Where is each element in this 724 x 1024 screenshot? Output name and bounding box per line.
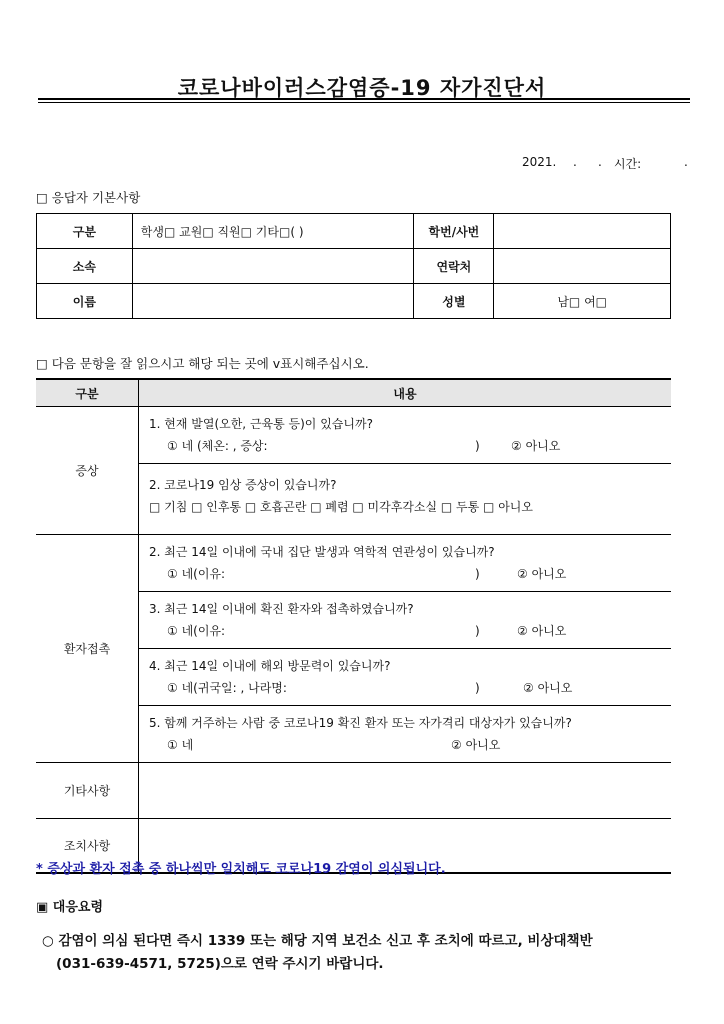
date-month-dot: . [573,155,577,169]
question-household-contact [139,706,672,763]
no-option[interactable]: ② 아니오 [517,624,567,638]
question-text: 2. 최근 14일 이내에 국내 집단 발생과 역학적 연관성이 있습니까? [149,545,495,559]
survey-table [36,378,671,874]
close-paren: ) [475,624,480,638]
gender-label: 성별 [414,284,494,319]
gender-options[interactable]: 남□ 여□ [494,284,671,319]
response-instruction-line1: ○ 감염이 의심 된다면 즉시 1339 또는 해당 지역 보건소 신고 후 조치에 따르고, 비상대책반 [42,933,593,949]
name-label: 이름 [37,284,133,319]
contact-field[interactable] [494,249,671,284]
table-row [37,249,671,284]
close-paren: ) [475,567,480,581]
question-text: 1. 현재 발열(오한, 근육통 등)이 있습니까? [149,417,373,431]
header-content: 내용 [139,379,672,407]
survey-section-label: □ 다음 문항을 잘 읽으시고 해당 되는 곳에 v표시해주십시오. [36,356,369,371]
close-paren: ) [475,681,480,695]
time-end-dot: . [684,155,688,169]
respondent-info-table [36,213,671,319]
name-field[interactable] [132,284,414,319]
student-id-label: 학번/사번 [414,214,494,249]
header-category: 구분 [36,379,139,407]
document-title: 코로나바이러스감염증-19 자가진단서 [177,76,547,100]
title-underline [38,98,690,100]
no-option[interactable]: ② 아니오 [511,439,561,453]
yes-option[interactable]: ① 네 (체온: , 증상: [167,439,268,453]
question-cluster-link [139,535,672,592]
contact-label: 연락처 [414,249,494,284]
affiliation-field[interactable] [132,249,414,284]
other-notes-category: 기타사항 [36,763,139,819]
table-row [36,407,671,464]
date-day-dot: . [598,155,602,169]
title-underline-thin [38,102,690,103]
response-heading: ▣ 대응요령 [36,900,104,915]
table-row [37,214,671,249]
no-option[interactable]: ② 아니오 [451,738,501,752]
answer-line [149,734,661,756]
question-overseas-travel [139,649,672,706]
student-id-field[interactable] [494,214,671,249]
answer-line [149,435,661,457]
action-taken-category: 조치사항 [36,819,139,874]
question-text: 2. 코로나19 임상 증상이 있습니까? [149,478,337,492]
answer-line [149,677,661,699]
no-option[interactable]: ② 아니오 [517,567,567,581]
no-option[interactable]: ② 아니오 [523,681,573,695]
suspicion-notice: * 증상과 환자 접촉 중 하나씩만 일치해도 코로나19 감염이 의심됩니다. [36,862,446,877]
question-fever [139,407,672,464]
date-year: 2021. [522,155,557,169]
question-clinical-symptoms [139,464,672,535]
yes-option[interactable]: ① 네 [167,738,194,752]
table-header-row [36,379,671,407]
question-confirmed-contact [139,592,672,649]
other-notes-field[interactable] [139,763,672,819]
symptom-checkboxes[interactable]: □ 기침 □ 인후통 □ 호흡곤란 □ 폐렴 □ 미각후각소실 □ 두통 □ 아니오 [149,500,533,514]
response-instruction-line2: (031-639-4571, 5725)으로 연락 주시기 바랍니다. [56,956,384,972]
answer-line [149,563,661,585]
question-text: 4. 최근 14일 이내에 해외 방문력이 있습니까? [149,659,391,673]
basic-section-label: □ 응답자 기본사항 [36,190,141,205]
table-row [37,284,671,319]
question-text: 3. 최근 14일 이내에 확진 환자와 접촉하였습니까? [149,602,414,616]
yes-option[interactable]: ① 네(귀국일: , 나라명: [167,681,287,695]
close-paren: ) [475,439,480,453]
symptom-category: 증상 [36,407,139,535]
category-options[interactable]: 학생□ 교원□ 직원□ 기타□( ) [132,214,414,249]
question-text: 5. 함께 거주하는 사람 중 코로나19 확진 환자 또는 자가격리 대상자가 있습니까? [149,716,572,730]
affiliation-label: 소속 [37,249,133,284]
table-row [36,763,671,819]
category-label: 구분 [37,214,133,249]
yes-option[interactable]: ① 네(이유: [167,624,226,638]
contact-category: 환자접촉 [36,535,139,763]
time-label: 시간: [614,157,642,171]
answer-line [149,620,661,642]
table-row [36,535,671,592]
yes-option[interactable]: ① 네(이유: [167,567,226,581]
